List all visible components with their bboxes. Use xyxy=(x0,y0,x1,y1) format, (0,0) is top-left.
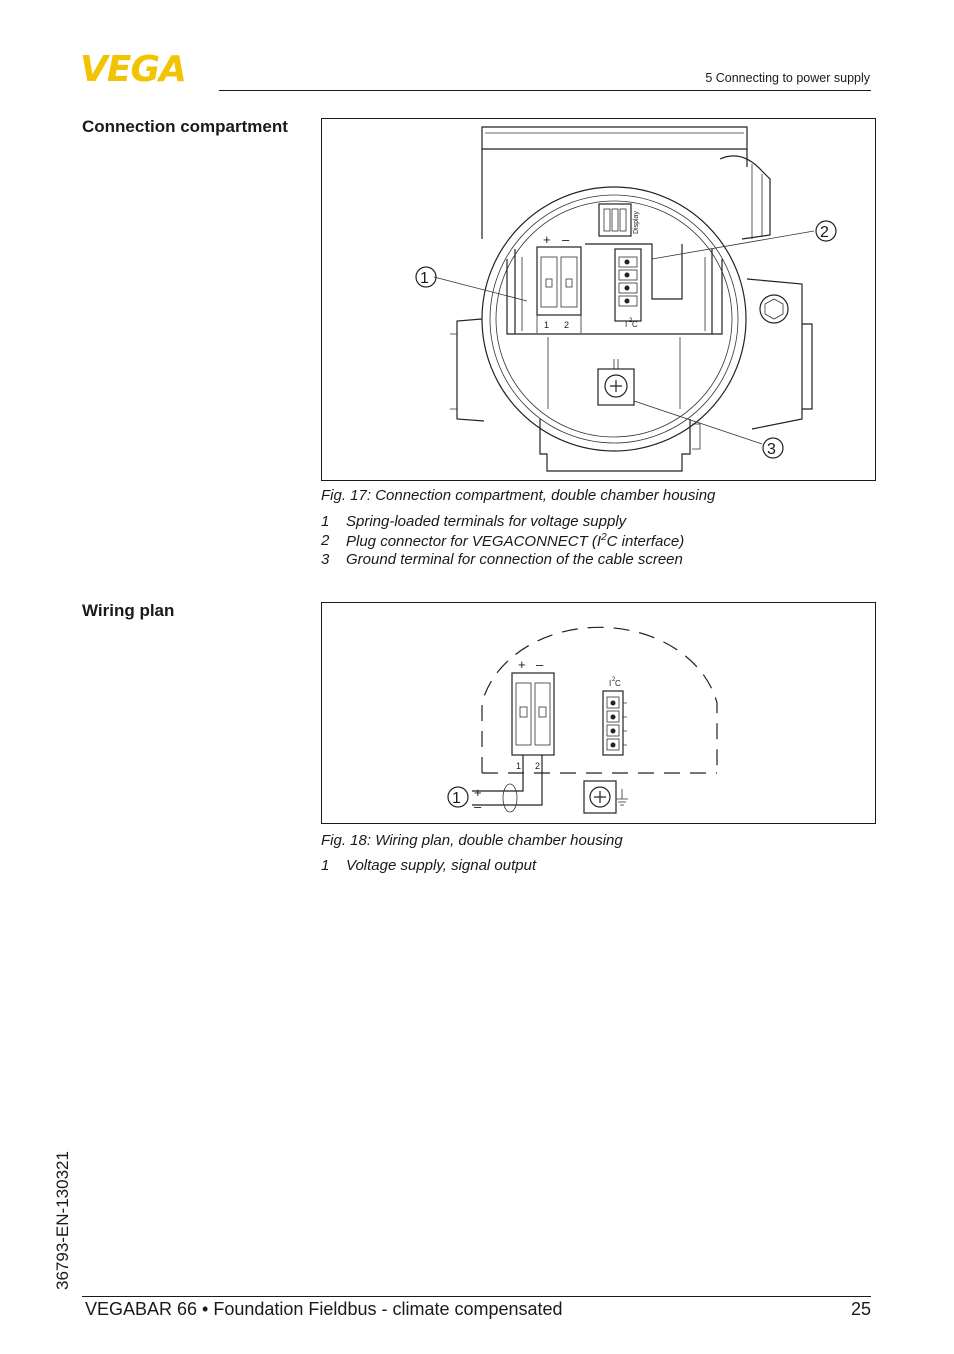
display-label: Display xyxy=(633,211,640,234)
footer-title: VEGABAR 66 • Foundation Fieldbus - climate compensated xyxy=(85,1299,563,1319)
heading-connection-compartment: Connection compartment xyxy=(82,117,288,136)
i2c-label-c: C xyxy=(632,320,638,329)
callout-2: 2 xyxy=(820,224,829,241)
figure-wiring-plan xyxy=(321,602,876,824)
wp-i2c-sup: 2 xyxy=(612,677,616,683)
wp-terminal-minus: – xyxy=(536,657,544,672)
terminal-1: 1 xyxy=(544,320,550,330)
wp-callout-1: 1 xyxy=(452,790,461,807)
supply-minus: – xyxy=(474,799,482,814)
wp-terminal-2: 2 xyxy=(535,761,541,771)
fig18-legend-item: 1 Voltage supply, signal output xyxy=(321,857,537,874)
fig17-caption: Fig. 17: Connection compartment, double chamber housing xyxy=(321,487,716,504)
document-id: 36793-EN-130321 xyxy=(53,1151,72,1290)
terminal-2: 2 xyxy=(564,320,570,330)
page-number: 25 xyxy=(850,1299,871,1319)
fig17-legend-item: 3 Ground terminal for connection of the cable screen xyxy=(321,551,683,568)
wp-i2c-c: C xyxy=(615,679,621,688)
fig17-legend-item: 1 Spring-loaded terminals for voltage supply xyxy=(321,513,627,530)
terminal-plus: + xyxy=(543,232,551,247)
header-rule xyxy=(219,90,871,91)
fig17-legend-item: 2 Plug connector for VEGACONNECT ($I^2C$ interface) xyxy=(321,532,685,550)
i2c-label-i: I xyxy=(625,320,628,329)
i2c-label-sup: 2 xyxy=(629,318,633,324)
wp-i2c-i: I xyxy=(609,679,612,688)
section-title: 5 Connecting to power supply xyxy=(705,71,870,85)
fig18-caption: Fig. 18: Wiring plan, double chamber housing xyxy=(321,832,623,849)
wp-terminal-plus: + xyxy=(518,657,526,672)
heading-wiring-plan: Wiring plan xyxy=(82,601,175,620)
vega-logo xyxy=(80,50,212,91)
callout-1: 1 xyxy=(420,270,429,287)
terminal-minus: – xyxy=(562,232,570,247)
figure-connection-compartment xyxy=(321,118,876,481)
callout-3: 3 xyxy=(767,441,776,458)
wp-terminal-1: 1 xyxy=(516,761,522,771)
logo-text: VEGA xyxy=(80,50,186,86)
footer-rule xyxy=(82,1296,871,1297)
supply-plus: + xyxy=(474,785,482,800)
